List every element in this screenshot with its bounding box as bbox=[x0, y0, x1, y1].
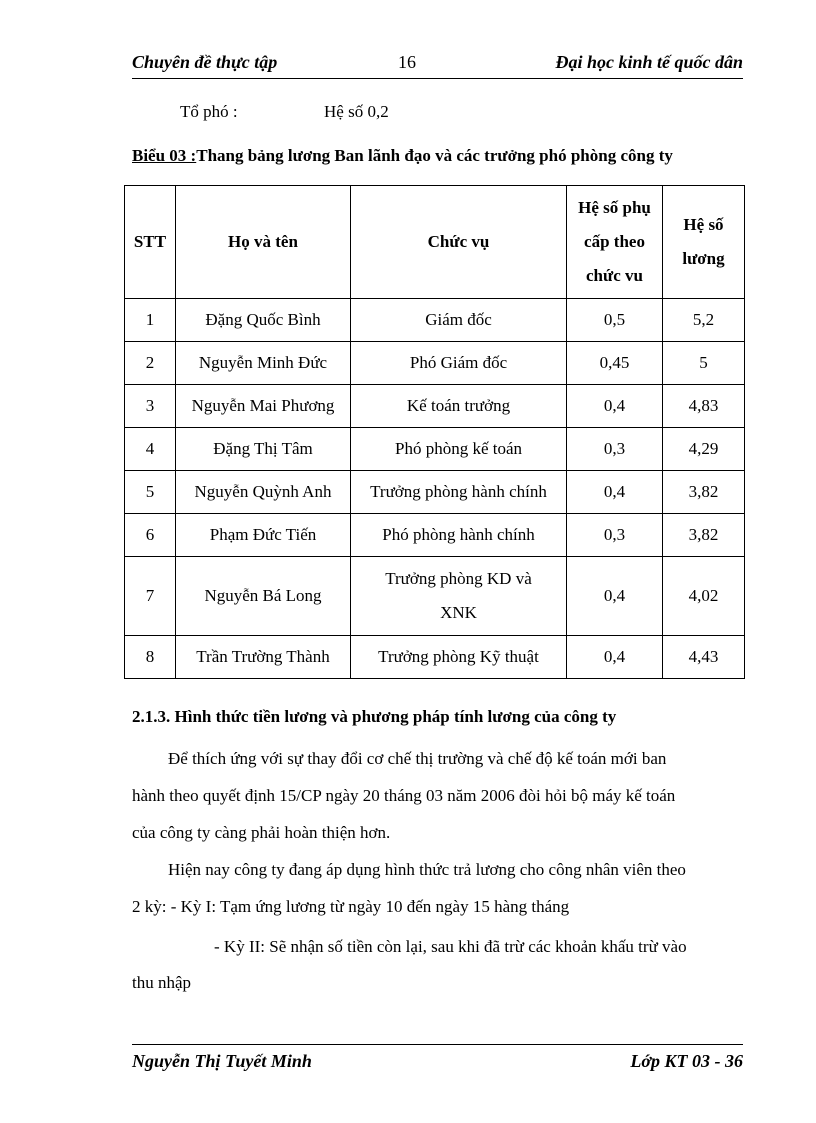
cell-position: Phó phòng hành chính bbox=[351, 514, 567, 557]
cell-position bbox=[351, 557, 567, 636]
page-header bbox=[132, 52, 743, 79]
paragraph-line: Để thích ứng với sự thay đổi cơ chế thị trường và chế độ kế toán mới ban bbox=[168, 749, 667, 768]
cell-coef: 4,29 bbox=[663, 428, 745, 471]
cell-position: Kế toán trưởng bbox=[351, 385, 567, 428]
cell-coef: 4,43 bbox=[663, 636, 745, 679]
cell-stt: 6 bbox=[125, 514, 176, 557]
cell-name: Phạm Đức Tiến bbox=[176, 514, 351, 557]
cell-coef: 5 bbox=[663, 342, 745, 385]
table-row bbox=[125, 385, 745, 428]
cell-position: Phó Giám đốc bbox=[351, 342, 567, 385]
footer-author: Nguyễn Thị Tuyết Minh bbox=[132, 1051, 312, 1071]
header-stt: STT bbox=[125, 186, 176, 299]
cell-coef: 3,82 bbox=[663, 514, 745, 557]
cell-stt: 1 bbox=[125, 299, 176, 342]
cell-stt: 2 bbox=[125, 342, 176, 385]
section-heading: 2.1.3. Hình thức tiền lương và phương pháp tính lương của công ty bbox=[132, 707, 617, 726]
cell-name: Đặng Quốc Bình bbox=[176, 299, 351, 342]
header-coef-line: Hệ số bbox=[683, 215, 724, 234]
cell-position-line: Trưởng phòng KD và bbox=[385, 569, 532, 588]
paragraph-line: 2 kỳ: - Kỳ I: Tạm ứng lương từ ngày 10 đến ngày 15 hàng tháng bbox=[132, 897, 570, 916]
intro-value: Hệ số 0,2 bbox=[324, 102, 389, 121]
cell-coef: 5,2 bbox=[663, 299, 745, 342]
header-coef-line: lương bbox=[682, 249, 725, 268]
table-row bbox=[125, 636, 745, 679]
cell-position: Phó phòng kế toán bbox=[351, 428, 567, 471]
table-row bbox=[125, 514, 745, 557]
cell-allowance: 0,3 bbox=[567, 514, 663, 557]
cell-name: Nguyễn Quỳnh Anh bbox=[176, 471, 351, 514]
header-left: Chuyên đề thực tập bbox=[132, 52, 278, 72]
header-allowance-line: Hệ số phụ bbox=[578, 198, 651, 217]
cell-allowance: 0,4 bbox=[567, 557, 663, 636]
cell-stt: 4 bbox=[125, 428, 176, 471]
page-footer bbox=[132, 1044, 743, 1075]
paragraph-line: của công ty càng phải hoàn thiện hơn. bbox=[132, 823, 391, 842]
cell-coef: 4,83 bbox=[663, 385, 745, 428]
table-header-row bbox=[125, 186, 745, 299]
header-right: Đại học kinh tế quốc dân bbox=[555, 52, 743, 72]
cell-stt: 5 bbox=[125, 471, 176, 514]
caption-title: Thang bảng lương Ban lãnh đạo và các trưởng phó phòng công ty bbox=[196, 146, 673, 165]
cell-allowance: 0,5 bbox=[567, 299, 663, 342]
table-row bbox=[125, 299, 745, 342]
page-number: 16 bbox=[398, 52, 416, 72]
table-row bbox=[125, 471, 745, 514]
cell-name: Đặng Thị Tâm bbox=[176, 428, 351, 471]
header-allowance-line: chức vu bbox=[586, 266, 643, 285]
intro-label: Tổ phó : bbox=[180, 102, 238, 121]
table-caption bbox=[132, 146, 673, 166]
paragraph-line: - Kỳ II: Sẽ nhận số tiền còn lại, sau khi đã trừ các khoản khấu trừ vào bbox=[214, 937, 687, 956]
cell-name: Trần Trường Thành bbox=[176, 636, 351, 679]
header-allowance-line: cấp theo bbox=[584, 232, 645, 251]
cell-allowance: 0,4 bbox=[567, 385, 663, 428]
table-row bbox=[125, 342, 745, 385]
cell-position-line: XNK bbox=[440, 603, 477, 622]
cell-position: Trưởng phòng Kỹ thuật bbox=[351, 636, 567, 679]
caption-label: Biểu 03 : bbox=[132, 146, 197, 165]
header-allowance bbox=[567, 186, 663, 299]
salary-table bbox=[124, 185, 745, 679]
cell-position: Trưởng phòng hành chính bbox=[351, 471, 567, 514]
header-name: Họ và tên bbox=[176, 186, 351, 299]
header-position: Chức vụ bbox=[351, 186, 567, 299]
cell-allowance: 0,45 bbox=[567, 342, 663, 385]
footer-class: Lớp KT 03 - 36 bbox=[630, 1051, 743, 1071]
cell-coef: 4,02 bbox=[663, 557, 745, 636]
cell-allowance: 0,4 bbox=[567, 636, 663, 679]
cell-position: Giám đốc bbox=[351, 299, 567, 342]
cell-stt: 7 bbox=[125, 557, 176, 636]
paragraph-line: hành theo quyết định 15/CP ngày 20 tháng 03 năm 2006 đòi hỏi bộ máy kế toán bbox=[132, 786, 676, 805]
cell-allowance: 0,4 bbox=[567, 471, 663, 514]
cell-name: Nguyễn Minh Đức bbox=[176, 342, 351, 385]
table-row bbox=[125, 557, 745, 636]
paragraph-line: thu nhập bbox=[132, 973, 192, 992]
cell-coef: 3,82 bbox=[663, 471, 745, 514]
cell-name: Nguyễn Mai Phương bbox=[176, 385, 351, 428]
header-coef bbox=[663, 186, 745, 299]
cell-name: Nguyễn Bá Long bbox=[176, 557, 351, 636]
cell-stt: 8 bbox=[125, 636, 176, 679]
table-row bbox=[125, 428, 745, 471]
cell-stt: 3 bbox=[125, 385, 176, 428]
cell-allowance: 0,3 bbox=[567, 428, 663, 471]
paragraph-line: Hiện nay công ty đang áp dụng hình thức trả lương cho công nhân viên theo bbox=[168, 860, 686, 879]
